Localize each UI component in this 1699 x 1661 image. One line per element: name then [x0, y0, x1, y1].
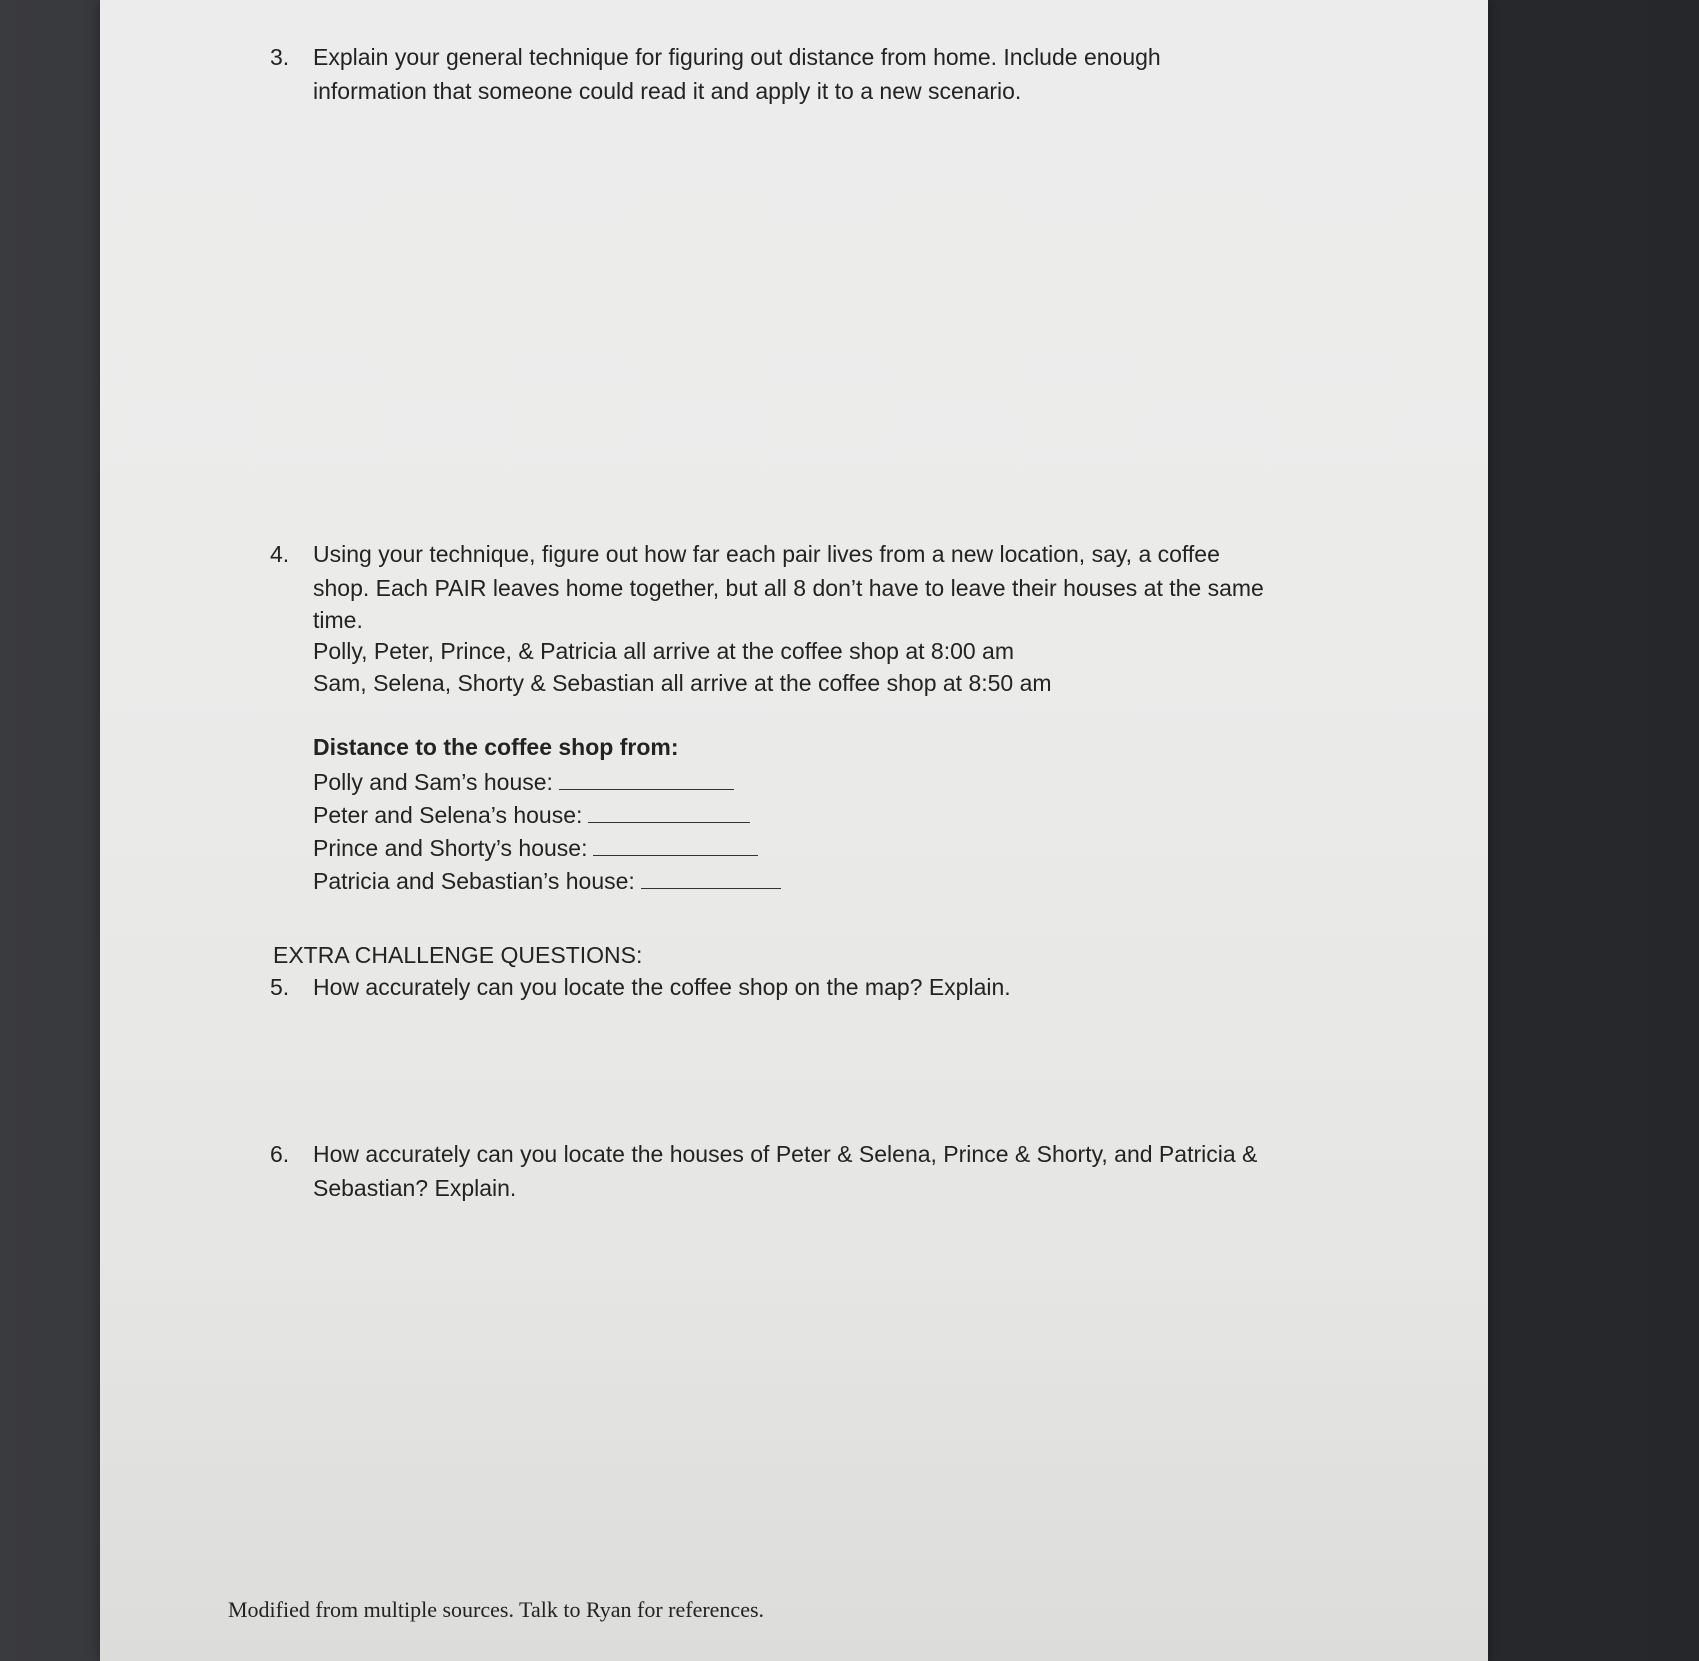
question-text-line: Explain your general technique for figuring out distance from home. Include enough — [313, 44, 1161, 70]
answer-row — [313, 864, 1350, 897]
question-number: 3. — [270, 44, 290, 70]
question-number: 6. — [270, 1141, 290, 1167]
answer-row — [313, 765, 1350, 798]
question-text-line: How accurately can you locate the houses of Peter & Selena, Prince & Shorty, and Patricia & — [313, 1141, 1258, 1167]
distance-heading: Distance to the coffee shop from: — [313, 734, 679, 760]
question-text-line: Polly, Peter, Prince, & Patricia all arrive at the coffee shop at 8:00 am — [313, 638, 1015, 664]
answer-row — [313, 831, 1350, 864]
question-5 — [270, 970, 1350, 1004]
answer-label: Peter and Selena’s house: — [313, 802, 583, 828]
answer-blank[interactable] — [593, 833, 758, 856]
answer-blank[interactable] — [641, 866, 781, 889]
footer-note: Modified from multiple sources. Talk to Ryan for references. — [228, 1597, 765, 1622]
worksheet-page — [100, 0, 1488, 1661]
answer-label: Prince and Shorty’s house: — [313, 835, 588, 861]
answer-label: Patricia and Sebastian’s house: — [313, 868, 635, 894]
extra-challenge-heading: EXTRA CHALLENGE QUESTIONS: — [273, 942, 643, 968]
answer-blank[interactable] — [588, 800, 750, 823]
question-4 — [270, 537, 1350, 897]
question-number: 5. — [270, 974, 290, 1000]
answer-label: Polly and Sam’s house: — [313, 769, 553, 795]
question-text-line: Sam, Selena, Shorty & Sebastian all arrive at the coffee shop at 8:50 am — [313, 670, 1052, 696]
question-text-line: time. — [313, 607, 363, 633]
answer-blank[interactable] — [559, 767, 734, 790]
question-text-line: information that someone could read it and apply it to a new scenario. — [313, 78, 1022, 104]
question-text-line: Sebastian? Explain. — [313, 1175, 517, 1201]
question-text-line: Using your technique, figure out how far each pair lives from a new location, say, a coffee — [313, 541, 1220, 567]
question-text-line: shop. Each PAIR leaves home together, but all 8 don’t have to leave their houses at the same — [313, 575, 1264, 601]
question-number: 4. — [270, 541, 290, 567]
question-text-line: How accurately can you locate the coffee shop on the map? Explain. — [313, 974, 1011, 1000]
question-6 — [270, 1137, 1350, 1205]
answer-row — [313, 798, 1350, 831]
question-3 — [270, 40, 1350, 108]
